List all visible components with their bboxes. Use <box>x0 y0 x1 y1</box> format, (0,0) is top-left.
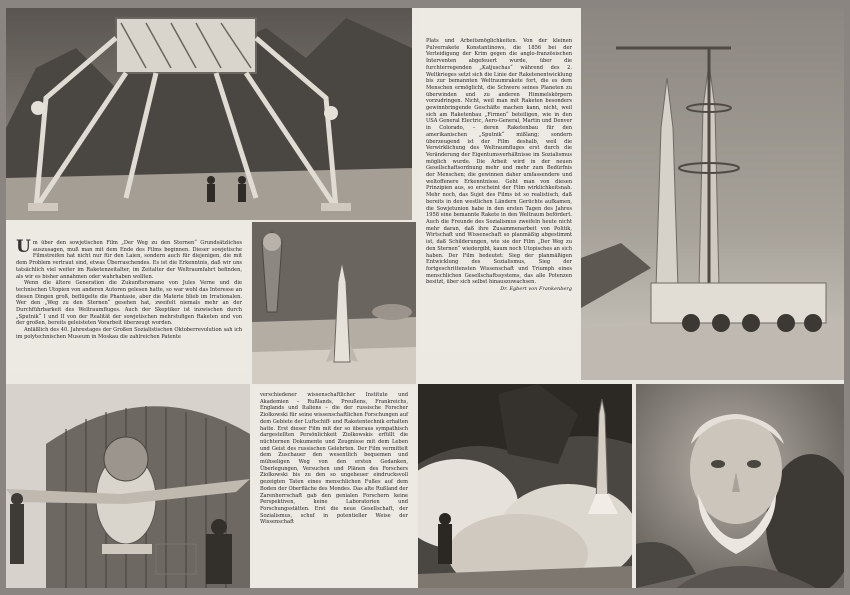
article-column-left <box>6 222 250 372</box>
article-left-body: m über den sowjetischen Film „Der Weg zu den Sternen“ Grundsätzliches auszusagen, muß man mit dem Ende des Films beginnen. Dieser sowjetische Filmstreifen hat nicht nur für den Laien, sondern auch für diejenigen, die mit dem Problem vertraut sind, etwas Überraschendes. Es ist die Erkenntnis, daß wir uns tatsächlich viel weiter im Raketenzeitalter, im Zeitalter der Weltraumfahrt befinden, als wir es bisher annahmen oder wahrhaben wollten. <box>16 240 242 280</box>
bearded-scientist-portrait-photo <box>636 384 844 588</box>
article-left-body-3: Anläßlich des 40. Jahrestages der Großen Sozialistischen Oktoberrevolution sah ich im polytechnischen Museum in Moskau die zahlreichen Patente <box>16 327 242 340</box>
winged-rocket-in-hangar-photo <box>6 384 250 588</box>
rocket-on-launch-field-photo <box>252 222 416 384</box>
article-left-body-2: Wenn die ältere Generation die Zukunftsromane von Jules Verne und die technischen Utopien von anderen Autoren gelesen hatte, so war wohl das Interesse an diesen Dingen groß, beflügelte die Phantasie, aber die Materie blieb im Irrationalen. Wer den „Weg zu den Sternen“ gesehen hat, zweifelt niemals mehr an der Durchführbarkeit des Weltraumfluges. Auch der Skeptiker ist inzwischen durch „Sputnik“ I und II von der Realität der sowjetischen mehrstufigen Raketen und von der großen, bereits geleisteten Vorarbeit überzeugt worden. <box>16 280 242 327</box>
article-column-right <box>418 8 580 353</box>
article-dropcap: U <box>16 237 31 257</box>
tall-rocket-with-gantry-photo <box>581 8 844 380</box>
article-column-middle <box>252 386 416 588</box>
article-right-body: Plats und Arbeitsmöglichkeiten. Von der kleinen Pulverrakete Konstantinows, die 1856 bei der Verteidigung der Krim gegen die anglo-französischen Interventen abgefeuert wurde, über die furchterregenden „Katjuschas“ während des 2. Weltkrieges setzt sich die Linie der Raketenentwicklung bis zur bemannten Weltraumrakete fort, die es dem Menschen ermöglicht, die Schwere seines Planeten zu überwinden und zu anderen Himmelskörpern vorzudringen. Nicht, weil man mit Raketen besonders gewinnbringende Geschäfte machen kann, nicht, weil sich am Raketenbau „Firmen“ beteiligen, wie in den USA General Electric, Aero-General, Martin und Denver in Colorado, – deren Raketenbau für den amerikanischen „Sputnik“ mißlang; sondern überzeugend ist der Film deshalb, weil die Verwirklichung des Weltraumfluges erst durch die Veränderung der Eigentumsverhältnisse im Sozialismus möglich wurde. Die Arbeit wird in der neuen Gesellschaftsordnung mehr und mehr zum Bedürfnis der Menschen; die gewinnen daher umfassendere und weltoffenere Erkenntnisse. Geht man von diesen Prinzipien aus, so erscheint der Film wirklichkeitsnah. Mehr noch, das Sujet des Films ist so realistisch, daß bereits in den westlichen Ländern Gerüchte aufkamen, die Sowjetunion habe in den ersten Tagen des Jahres 1958 eine bemannte Rakete in den Weltraum befördert. Auch die Freunde des Sozialismus zweifeln heute nicht mehr daran, daß ihre Zusammenarbeit von Politik, Wirtschaft und Wissenschaft so planmäßig abgestimmt ist, daß Schilderungen, wie sie der Film „Der Weg zu den Sternen“ wiedergibt, kaum noch Utopisches an sich haben. Der Film bedeutet: Sieg der planmäßigen Entwicklung des Sozialismus, Sieg der fortgeschrittensten Wissenschaft und Triumph eines menschlichen Gesellschaftssystems, das alle Potenzen besitzt, über sich selbst hinauszuwachsen. <box>426 38 572 286</box>
lunar-lander-scaffold-photo <box>6 8 412 220</box>
magazine-spread <box>6 8 844 588</box>
article-middle-body: verschiedener wissenschaftlicher Institute und Akademien – Rußlands, Preußens, Frankreichs, Englands und Italiens – die der russische Forscher Ziolkowski für seine wissenschaftlichen Forschungen auf dem Gebiete der Luftschiff- und Raketentechnik erhalten hatte. Erst dieser Film mit der so überaus sympathisch dargestellten Persönlichkeit Ziolkowskis erfüllt die nüchternen Dokumente und Zeugnisse mit dem Leben und Geist des russischen Gelehrten. Der Film vermittelt dem Zuschauer den wesentlich bequemen und mühseligen Weg von den ersten Gedanken, Überlegungen, Versuchen und Plänen des Forschers Ziolkowski bis zu den so ungeheuer eindrucksvoll gezeigten Taten eines menschlichen Fußes auf dem Boden der Oberfläche des Mondes. Das alte Rußland der Zarenherrschaft gab den genialen Forschern keine Perspektiven, keine Laboratorien und Forschungsstätten. Erst die neue Gesellschaft, der Sozialismus, schuf in potentieller Weise der Wissenschaft <box>260 392 408 526</box>
rocket-launch-smoke-photo <box>418 384 632 588</box>
author-signature: Dr. Egbert von Frankenberg <box>500 286 572 293</box>
